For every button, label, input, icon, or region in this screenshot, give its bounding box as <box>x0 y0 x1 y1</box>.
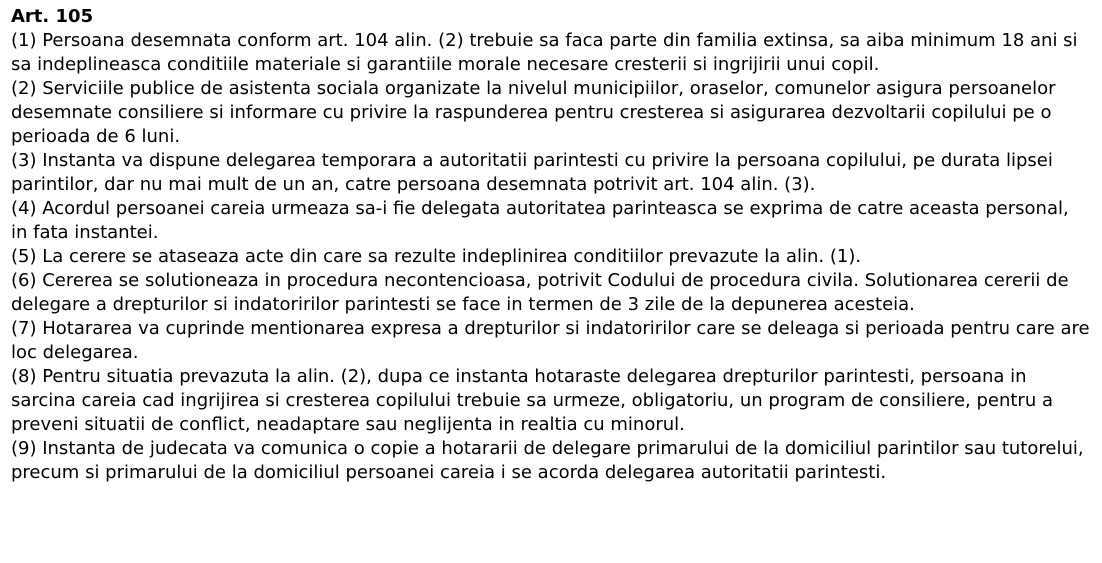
article-title: Art. 105 <box>11 6 94 27</box>
paragraph-8: (8) Pentru situatia prevazuta la alin. (2), dupa ce instanta hotaraste delegarea drepturilor parintesti, persoana in sarcina careia cad ingrijirea si cresterea copilului trebuie sa urmeze, obligatoriu, un program de consiliere, pentru a preveni situatii de conflict, neadaptare sau neglijenta in realtia cu minorul. <box>11 366 1053 435</box>
paragraph-4: (4) Acordul persoanei careia urmeaza sa-i fie delegata autoritatea parinteasca se exprima de catre aceasta personal, in fata instantei. <box>11 198 1069 243</box>
paragraph-5: (5) La cerere se ataseaza acte din care sa rezulte indeplinirea conditiilor prevazute la alin. (1). <box>11 246 862 267</box>
paragraph-3: (3) Instanta va dispune delegarea temporara a autoritatii parintesti cu privire la persoana copilului, pe durata lipsei parintilor, dar nu mai mult de un an, catre persoana desemnata potrivit art. 104 alin. (3). <box>11 150 1053 195</box>
paragraph-7: (7) Hotararea va cuprinde mentionarea expresa a drepturilor si indatoririlor care se deleaga si perioada pentru care are loc delegarea. <box>11 318 1090 363</box>
paragraph-1: (1) Persoana desemnata conform art. 104 alin. (2) trebuie sa faca parte din familia extinsa, sa aiba minimum 18 ani si sa indeplineasca conditiile materiale si garantiile morale necesare cresterii si ingrijirii unui copil. <box>11 30 1078 75</box>
paragraph-2: (2) Serviciile publice de asistenta sociala organizate la nivelul municipiilor, oraselor, comunelor asigura persoanelor desemnate consiliere si informare cu privire la raspunderea pentru cresterea si asigurarea dezvoltarii copilului pe o perioada de 6 luni. <box>11 78 1056 147</box>
paragraph-6: (6) Cererea se solutioneaza in procedura necontencioasa, potrivit Codului de procedura civila. Solutionarea cererii de delegare a drepturilor si indatoririlor parintesti se face in termen de 3 zile de la depunerea acesteia. <box>11 270 1069 315</box>
paragraph-9: (9) Instanta de judecata va comunica o copie a hotararii de delegare primarului de la domiciliul parintilor sau tutorelui, precum si primarului de la domiciliul persoanei careia i se acorda delegarea autoritatii parintesti. <box>11 438 1084 483</box>
